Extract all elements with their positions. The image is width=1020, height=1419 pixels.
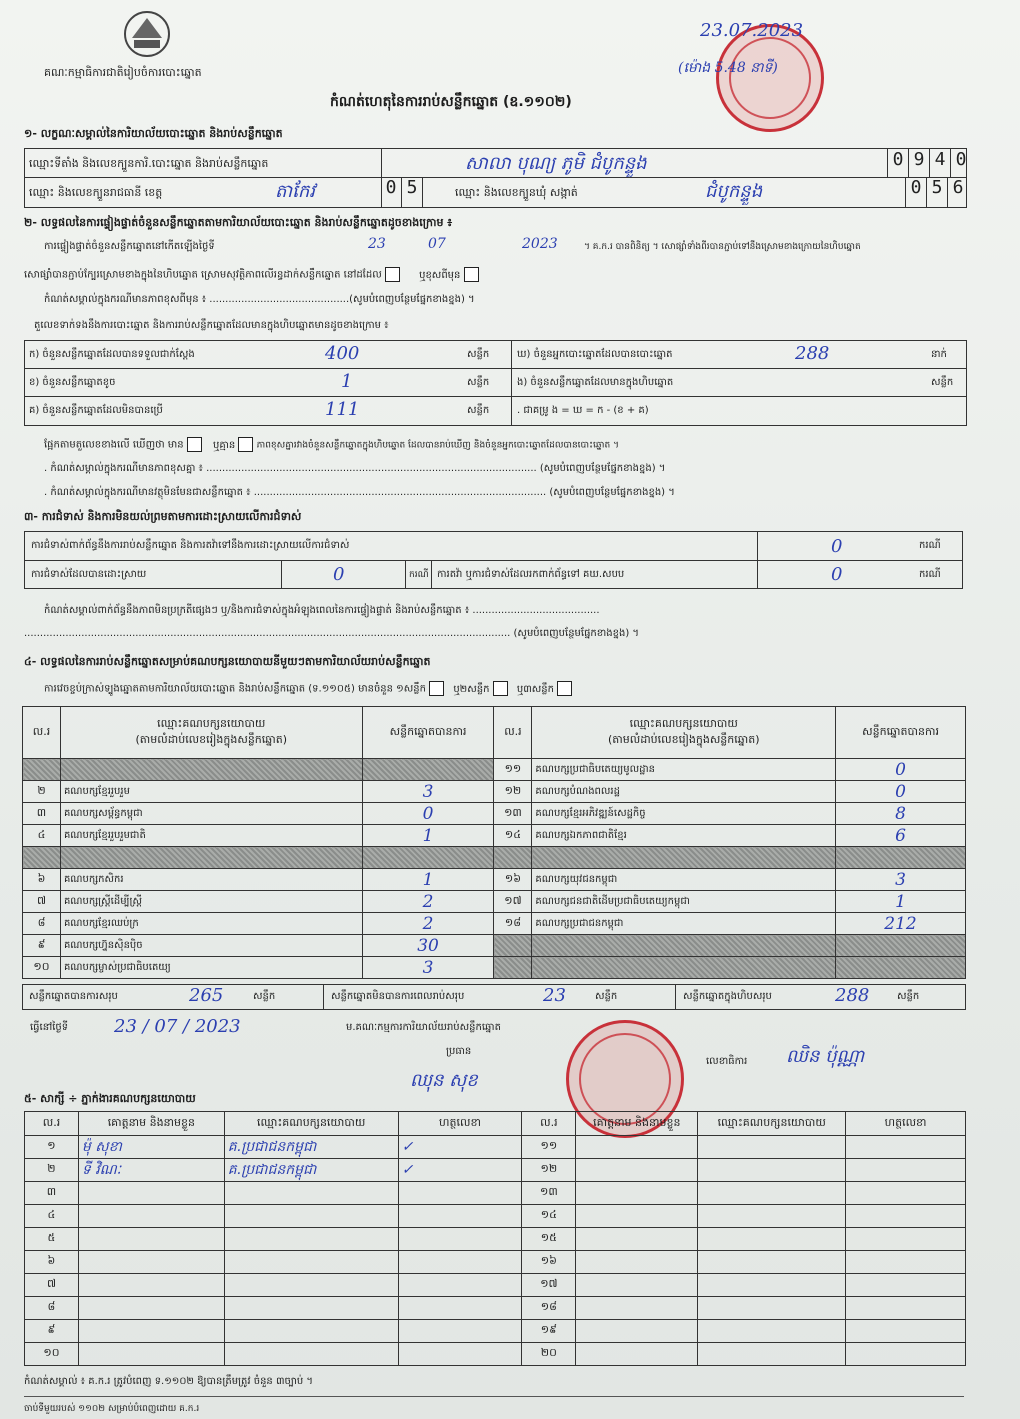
results-table — [22, 706, 966, 979]
witness-name: ម៉ុ សុខា — [78, 1136, 224, 1159]
witness-signature — [846, 1343, 966, 1366]
witness-party — [224, 1182, 398, 1205]
witness-signature — [398, 1182, 522, 1205]
count-a-unit: សន្លឹក — [467, 349, 490, 360]
count-c-value: 111 — [325, 399, 360, 420]
col-votes-left: សន្លឹកឆ្នោតបានការ — [362, 707, 494, 759]
results-row — [23, 781, 966, 803]
party-no — [494, 847, 532, 869]
objection-r1-label: ការជំទាស់ពាក់ព័ន្ធនឹងការរាប់សន្លឹកឆ្នោត និងការតវ៉ាទៅនឹងការដោះស្រាយលើការជំទាស់ — [31, 540, 350, 551]
party-name: គណបក្សខ្មែរឈប់ក្រ — [60, 913, 362, 935]
party-votes — [836, 847, 966, 869]
witness-name — [78, 1274, 224, 1297]
results-row — [23, 759, 966, 781]
witness-no: ១៦ — [522, 1251, 576, 1274]
party-no: ១៦ — [494, 869, 532, 891]
witness-no: ១៣ — [522, 1182, 576, 1205]
section1-heading: ១- លក្ខណៈសម្គាល់នៃការិយាល័យបោះឆ្នោត និងរាប់សន្លឹកឆ្នោត — [24, 127, 283, 140]
party-name: គណបក្សហ្វ៊ុនស៊ិនប៉ិច — [60, 935, 362, 957]
witness-name — [576, 1343, 698, 1366]
party-name: គណបក្សបំណងពលរដ្ឋ — [532, 781, 836, 803]
witness-no: ៧ — [25, 1274, 79, 1297]
party-votes — [836, 935, 966, 957]
commune-code: 0 5 6 — [905, 177, 968, 207]
party-no: ១០ — [23, 957, 61, 979]
form-footer: ចាប់ទីមួយរបស់ ១១០២ សម្រាប់បំពេញដោយ គ.ក.រ — [24, 1404, 200, 1414]
count-d-value: 288 — [795, 343, 830, 364]
objection-r2-value2: 0 — [831, 564, 843, 585]
province-label: ឈ្មោះ និងលេខក្បួនរាជធានី ខេត្ត — [29, 186, 163, 199]
counts-table — [24, 340, 967, 426]
results-row — [23, 957, 966, 979]
party-name — [60, 847, 362, 869]
objection-r1-unit: ករណី — [919, 540, 941, 551]
count-formula: . ជាគម្រូ ង = ឃ = ក - (ខ + គ) — [517, 405, 649, 416]
diff-note: . កំណត់សម្គាល់ក្នុងករណីមានភាពខុសគ្នា ៖ ........................................................................................................ (សូមបំពេញបន្ថែមផ្នែកខាងខ្នង) ។ — [44, 463, 666, 474]
objection-r2-label: ការជំទាស់ដែលបានដោះស្រាយ — [31, 569, 147, 580]
witness-party — [698, 1205, 846, 1228]
results-row — [23, 891, 966, 913]
verify-line-1b: ។ គ.ក.រ បានពិនិត្យ ។ សោផ្សាំទាំងពីរបានភ្ជាប់ទៅនឹងស្រោមខាងក្រោយនៃហិបឆ្នោត — [584, 242, 861, 252]
witness-party — [698, 1228, 846, 1251]
witness-party — [224, 1205, 398, 1228]
total-invalid-label: សន្លឹកឆ្នោតមិនបានការពេលរាប់សរុប — [331, 991, 465, 1002]
witness-party: គ.ប្រជាជនកម្ពុជា — [224, 1159, 398, 1182]
party-no: ១៨ — [494, 913, 532, 935]
section4-heading: ៤- លទ្ធផលនៃការរាប់សន្លឹកឆ្នោតសម្រាប់គណបក្សនយោបាយនីមួយៗតាមការិយាល័យរាប់សន្លឹកឆ្នោត — [24, 655, 431, 668]
commune-value: ជំបូកន្ទួង — [705, 181, 763, 202]
witness-name — [78, 1320, 224, 1343]
witness-name — [78, 1251, 224, 1274]
witness-signature: ✓ — [398, 1136, 522, 1159]
party-votes: 3 — [362, 957, 494, 979]
party-no: ១៤ — [494, 825, 532, 847]
witness-no: ៩ — [25, 1320, 79, 1343]
stamp-time: (ម៉ោង 5.48 នាទី) — [678, 60, 778, 76]
witness-no: ១៨ — [522, 1297, 576, 1320]
witness-party — [224, 1228, 398, 1251]
witness-row — [25, 1297, 966, 1320]
section4-sub: ការវេចខ្ចប់ក្រាស់ទ្បូងឆ្នោតតាមការិយាល័យបោះឆ្នោត និងរាប់សន្លឹកឆ្នោត (ទ.១១០៥) មានចំនួន ១សន្លឹក ឬ២សន្លឹក ឬ៣សន្លឹក — [44, 681, 572, 696]
results-row — [23, 847, 966, 869]
form-title: កំណត់ហេតុនៃការរាប់សន្លឹកឆ្នោត (ឧ.១១០២) — [330, 94, 572, 110]
witness-row — [25, 1182, 966, 1205]
count-a-label: ក) ចំនួនសន្លឹកឆ្នោតដែលបានទទួលជាក់ស្តែង — [29, 349, 195, 360]
objection-r1-value: 0 — [831, 536, 843, 557]
party-votes — [362, 847, 494, 869]
witness-col-party: ឈ្មោះគណបក្សនយោបាយ — [224, 1112, 398, 1136]
party-no: ៣ — [23, 803, 61, 825]
witness-name — [576, 1274, 698, 1297]
party-no: ៨ — [23, 913, 61, 935]
witness-no: ១៧ — [522, 1274, 576, 1297]
party-no: ៩ — [23, 935, 61, 957]
party-votes: 1 — [836, 891, 966, 913]
party-name: គណបក្សខ្មែរអភិវឌ្ឍន៍សេដ្ឋកិច្ច — [532, 803, 836, 825]
location-value: សាលា បុណ្យ ភូមិ ជំបូកន្ទួង — [465, 153, 647, 174]
witness-no: ២ — [25, 1159, 79, 1182]
chair-label: ប្រធាន — [446, 1046, 472, 1057]
witness-no: ៨ — [25, 1297, 79, 1320]
two-sheet-checkbox[interactable] — [493, 681, 508, 696]
party-name: គណបក្សប្រជាធិបតេយ្យមូលដ្ឋាន — [532, 759, 836, 781]
party-votes: 1 — [362, 869, 494, 891]
made-at-label: ធ្វើនៅថ្ងៃទី — [30, 1022, 69, 1033]
witness-col-no-2: ល.រ — [522, 1112, 576, 1136]
witness-party — [698, 1251, 846, 1274]
objection-table — [24, 531, 963, 589]
col-no-right: ល.រ — [494, 707, 532, 759]
witness-signature — [846, 1205, 966, 1228]
witness-row — [25, 1228, 966, 1251]
province-value: តាកែវ — [275, 181, 315, 202]
witness-no: ១៥ — [522, 1228, 576, 1251]
witness-signature — [398, 1251, 522, 1274]
witness-row — [25, 1274, 966, 1297]
count-e-unit: សន្លឹក — [931, 377, 954, 388]
party-name: គណបក្សយុវជនកម្ពុជា — [532, 869, 836, 891]
witness-signature — [398, 1343, 522, 1366]
footnote: កំណត់សម្គាល់ ៖ គ.ក.រ ត្រូវបំពេញ ទ.១១០២ ឱ្យបានត្រឹមត្រូវ ចំនួន ៣ច្បាប់ ។ — [24, 1376, 313, 1387]
party-name: គណបក្សស្ត្រីដើម្បីស្ត្រី — [60, 891, 362, 913]
witness-no: ១៤ — [522, 1205, 576, 1228]
total-box-unit: សន្លឹក — [897, 991, 920, 1002]
party-no — [494, 957, 532, 979]
witness-name — [576, 1228, 698, 1251]
witness-signature — [398, 1205, 522, 1228]
verify-line-1a: ការផ្ទៀងផ្ទាត់ចំនួនសន្លឹកឆ្នោតនៅកើតឡើងថ្ងៃទី — [44, 241, 215, 252]
witness-party — [698, 1297, 846, 1320]
witness-col-no: ល.រ — [25, 1112, 79, 1136]
witness-col-name: គោត្តនាម និងនាមខ្លួន — [78, 1112, 224, 1136]
party-no: ១១ — [494, 759, 532, 781]
emblem-icon — [112, 8, 182, 60]
party-name: គណបក្សប្រជាជនកម្ពុជា — [532, 913, 836, 935]
three-sheet-checkbox[interactable] — [557, 681, 572, 696]
party-no: ២ — [23, 781, 61, 803]
party-name: គណបក្សជនជាតិដើមប្រជាធិបតេយ្យកម្ពុជា — [532, 891, 836, 913]
party-name: គណបក្សកសិករ — [60, 869, 362, 891]
party-name: គណបក្សខ្មែររួបរួមជាតិ — [60, 825, 362, 847]
section5-heading: ៥- សាក្សី ÷ ភ្នាក់ងារគណបក្សនយោបាយ — [24, 1092, 196, 1105]
party-no: ៦ — [23, 869, 61, 891]
total-invalid-value: 23 — [543, 985, 566, 1006]
count-c-unit: សន្លឹក — [467, 405, 490, 416]
secretary-label: លេខាធិការ — [706, 1056, 748, 1067]
witness-no: ៦ — [25, 1251, 79, 1274]
party-votes: 2 — [362, 913, 494, 935]
party-votes: 1 — [362, 825, 494, 847]
party-no — [23, 847, 61, 869]
witness-col-sign: ហត្ថលេខា — [398, 1112, 522, 1136]
party-name: គណបក្សម្ចាស់ប្រជាធិបតេយ្យ — [60, 957, 362, 979]
witness-signature — [846, 1159, 966, 1182]
witness-name — [576, 1182, 698, 1205]
committee-sign-label: ម.គណៈកម្មការការិយាល័យរាប់សន្លឹកឆ្នោត — [346, 1022, 501, 1033]
party-votes: 2 — [362, 891, 494, 913]
witness-name — [78, 1205, 224, 1228]
results-row — [23, 935, 966, 957]
witness-name — [576, 1159, 698, 1182]
witness-signature — [398, 1320, 522, 1343]
one-sheet-checkbox[interactable] — [429, 681, 444, 696]
commune-label: ឈ្មោះ និងលេខក្បួនឃុំ សង្កាត់ — [455, 186, 578, 199]
witness-row — [25, 1320, 966, 1343]
party-votes — [362, 759, 494, 781]
party-votes: 30 — [362, 935, 494, 957]
diff-no-checkbox[interactable] — [238, 437, 253, 452]
party-name: គណបក្សសម្ព័ន្ធកម្ពុជា — [60, 803, 362, 825]
witness-party — [698, 1182, 846, 1205]
total-invalid-unit: សន្លឹក — [595, 991, 618, 1002]
total-valid-label: សន្លឹកឆ្នោតបានការសរុប — [29, 991, 118, 1002]
verify-year: 2023 — [522, 236, 558, 252]
count-e-label: ង) ចំនួនសន្លឹកឆ្នោតដែលមានក្នុងហិបឆ្នោត — [517, 377, 674, 388]
party-name — [532, 935, 836, 957]
secretary-name: ឈិន ប៉ុណ្ណា — [786, 1046, 865, 1067]
party-no: ១៧ — [494, 891, 532, 913]
witness-signature: ✓ — [398, 1159, 522, 1182]
witness-signature — [846, 1251, 966, 1274]
witness-no: ២០ — [522, 1343, 576, 1366]
location-code: 0 9 4 0 — [887, 149, 971, 177]
results-row — [23, 913, 966, 935]
count-b-label: ខ) ចំនួនសន្លឹកឆ្នោតខូច — [29, 377, 116, 388]
party-name — [60, 759, 362, 781]
witness-party — [224, 1320, 398, 1343]
witness-signature — [398, 1297, 522, 1320]
objection-r2-mid: ការតវ៉ា ឬការជំទាស់ដែលរកពាក់ព័ន្ធទៅ គឃ.សបប — [437, 569, 625, 580]
section3-heading: ៣- ការជំទាស់ និងការមិនយល់ព្រមតាមការដោះស្រាយលើការជំទាស់ — [24, 510, 302, 523]
party-votes: 8 — [836, 803, 966, 825]
total-valid-value: 265 — [189, 985, 224, 1006]
count-d-unit: នាក់ — [931, 349, 947, 360]
party-no: ១២ — [494, 781, 532, 803]
witness-no: ១១ — [522, 1136, 576, 1159]
count-d-label: ឃ) ចំនួនអ្នកបោះឆ្នោតដែលបានបោះឆ្នោត — [517, 349, 673, 360]
witness-party — [224, 1274, 398, 1297]
witness-party — [698, 1274, 846, 1297]
witness-row — [25, 1343, 966, 1366]
party-no — [23, 759, 61, 781]
witness-name — [576, 1297, 698, 1320]
witness-party — [698, 1343, 846, 1366]
party-votes: 3 — [836, 869, 966, 891]
witness-party — [698, 1136, 846, 1159]
witness-party — [224, 1297, 398, 1320]
verify-line-2: សោផ្សាំបានភ្ជាប់ក្បែរស្រោមខាងក្នុងនៃហិបឆ្នោត ស្រោមសុវត្ថិភាពលើរន្ធដាក់សន្លឹកឆ្នោត នៅដដែល ឬខុសពីមុន — [24, 267, 479, 282]
party-votes — [836, 957, 966, 979]
party-name: គណបក្សខ្មែររួបរួម — [60, 781, 362, 803]
results-row — [23, 803, 966, 825]
witness-signature — [846, 1228, 966, 1251]
witness-party — [698, 1320, 846, 1343]
witness-name — [78, 1343, 224, 1366]
witness-no: ៣ — [25, 1182, 79, 1205]
results-row — [23, 825, 966, 847]
results-row — [23, 869, 966, 891]
witness-no: ១០ — [25, 1343, 79, 1366]
col-no-left: ល.រ — [23, 707, 61, 759]
irregularity-note-2: ......................................................................................................................................................... (សូមបំពេញបន្ថែមផ្នែកខាងខ្នង) ។ — [24, 628, 640, 639]
party-votes: 6 — [836, 825, 966, 847]
witness-row — [25, 1136, 966, 1159]
witness-party: គ.ប្រជាជនកម្ពុជា — [224, 1136, 398, 1159]
stamp-date: 23.07.2023 — [700, 20, 804, 41]
witness-name — [576, 1136, 698, 1159]
col-votes-right: សន្លឹកឆ្នោតបានការ — [836, 707, 966, 759]
location-label: ឈ្មោះទីតាំង និងលេខក្បួនការិ.បោះឆ្នោត និងរាប់សន្លឹកឆ្នោត — [29, 157, 269, 170]
verify-line-3: កំណត់សម្គាល់ក្នុងករណីមានភាពខុសពីមុន ៖ ............................................(សូមបំពេញបន្ថែមផ្នែកខាងខ្នង) ។ — [44, 294, 475, 305]
diff-yes-checkbox[interactable] — [187, 437, 202, 452]
witness-row — [25, 1159, 966, 1182]
witness-table — [24, 1111, 966, 1366]
witness-no: ១២ — [522, 1159, 576, 1182]
witness-col-party-2: ឈ្មោះគណបក្សនយោបាយ — [698, 1112, 846, 1136]
witness-party — [224, 1251, 398, 1274]
party-votes: 3 — [362, 781, 494, 803]
objection-r2-value: 0 — [333, 564, 345, 585]
unchanged-checkbox[interactable] — [385, 267, 400, 282]
col-party-left: ឈ្មោះគណបក្សនយោបាយ (តាមលំដាប់លេខរៀងក្នុងសន្លឹកឆ្នោត) — [60, 707, 362, 759]
party-votes: 0 — [836, 781, 966, 803]
total-valid-unit: សន្លឹក — [253, 991, 276, 1002]
party-name — [532, 847, 836, 869]
total-box-label: សន្លឹកឆ្នោតក្នុងហិបសរុប — [683, 991, 772, 1002]
witness-row — [25, 1251, 966, 1274]
objection-r2-unit: ករណី — [409, 570, 429, 580]
count-c-label: គ) ចំនួនសន្លឹកឆ្នោតដែលមិនបានប្រើ — [29, 405, 163, 416]
witness-name — [78, 1228, 224, 1251]
witness-name — [576, 1205, 698, 1228]
party-no: ១៣ — [494, 803, 532, 825]
made-date: 23 / 07 / 2023 — [114, 1016, 241, 1037]
party-no: ៤ — [23, 825, 61, 847]
witness-signature — [846, 1274, 966, 1297]
witness-col-name-2: គោត្តនាម និងនាមខ្លួន — [576, 1112, 698, 1136]
witness-signature — [846, 1320, 966, 1343]
witness-signature — [398, 1228, 522, 1251]
witness-no: ១៩ — [522, 1320, 576, 1343]
total-box-value: 288 — [835, 985, 870, 1006]
witness-signature — [398, 1274, 522, 1297]
party-votes: 0 — [362, 803, 494, 825]
section1-table — [24, 148, 967, 208]
witness-name — [576, 1320, 698, 1343]
witness-col-sign-2: ហត្ថលេខា — [846, 1112, 966, 1136]
chair-name: ឈុន សុខ — [410, 1070, 478, 1091]
party-votes: 0 — [836, 759, 966, 781]
verify-line-4: តួលេខទាក់ទងនឹងការបោះឆ្នោត និងការរាប់សន្លឹកឆ្នោតដែលមានក្នុងហិបឆ្នោតមានដូចខាងក្រោម ៖ — [34, 320, 389, 331]
witness-row — [25, 1205, 966, 1228]
totals-row — [22, 984, 966, 1010]
witness-party — [224, 1343, 398, 1366]
witness-no: ១ — [25, 1136, 79, 1159]
witness-name — [78, 1182, 224, 1205]
witness-name: ទី វិណៈ — [78, 1159, 224, 1182]
witness-signature — [846, 1182, 966, 1205]
party-no — [494, 935, 532, 957]
count-b-unit: សន្លឹក — [467, 377, 490, 388]
objection-r2-unit2: ករណី — [919, 569, 941, 580]
section2-heading: ២- លទ្ធផលនៃការផ្ទៀងផ្ទាត់ចំនួនសន្លឹកឆ្នោតតាមការិយាល័យបោះឆ្នោត និងរាប់សន្លឹកឆ្នោតដូចខាងក្រោម ៖ — [24, 216, 453, 229]
witness-no: ៥ — [25, 1228, 79, 1251]
changed-checkbox[interactable] — [464, 267, 479, 282]
party-votes: 212 — [836, 913, 966, 935]
object-note: . កំណត់សម្គាល់ក្នុងករណីមានវត្ថុមិនមែនជាសន្លឹកឆ្នោត ៖ ............................................................................................ (សូមបំពេញបន្ថែមផ្នែកខាងខ្នង) ។ — [44, 487, 675, 498]
witness-signature — [846, 1297, 966, 1320]
committee-name: គណៈកម្មាធិការជាតិរៀបចំការបោះឆ្នោត — [44, 66, 202, 79]
province-code: 0 5 — [381, 177, 423, 207]
count-a-value: 400 — [325, 343, 360, 364]
irregularity-note: កំណត់សម្គាល់ពាក់ព័ន្ធនឹងភាពមិនប្រក្រតីផ្សេងៗ ឬ/និងការជំទាស់ក្នុងអំឡុងពេលនៃការផ្ទៀងផ្ទាត់ និងរាប់សន្លឹកឆ្នោត ៖ ........................................ — [44, 605, 600, 616]
diff-line: ផ្អែកតាមតួលេខខាងលើ ឃើញថា មាន ឬគ្មាន ភាពខុសគ្នារវាងចំនួនសន្លឹកឆ្នោតក្នុងហិបឆ្នោត ដែលបានរាប់ឃើញ និងចំនួនអ្នកបោះឆ្នោតដែលបានបោះឆ្នោត ។ — [44, 437, 619, 452]
witness-no: ៤ — [25, 1205, 79, 1228]
col-party-right: ឈ្មោះគណបក្សនយោបាយ (តាមលំដាប់លេខរៀងក្នុងសន្លឹកឆ្នោត) — [532, 707, 836, 759]
party-name: គណបក្សឯកភាពជាតិខ្មែរ — [532, 825, 836, 847]
count-b-value: 1 — [341, 371, 353, 392]
witness-name — [576, 1251, 698, 1274]
verify-day: 23 — [368, 236, 386, 252]
party-name — [532, 957, 836, 979]
verify-month: 07 — [428, 236, 446, 252]
party-no: ៧ — [23, 891, 61, 913]
witness-name — [78, 1297, 224, 1320]
witness-signature — [846, 1136, 966, 1159]
witness-party — [698, 1159, 846, 1182]
